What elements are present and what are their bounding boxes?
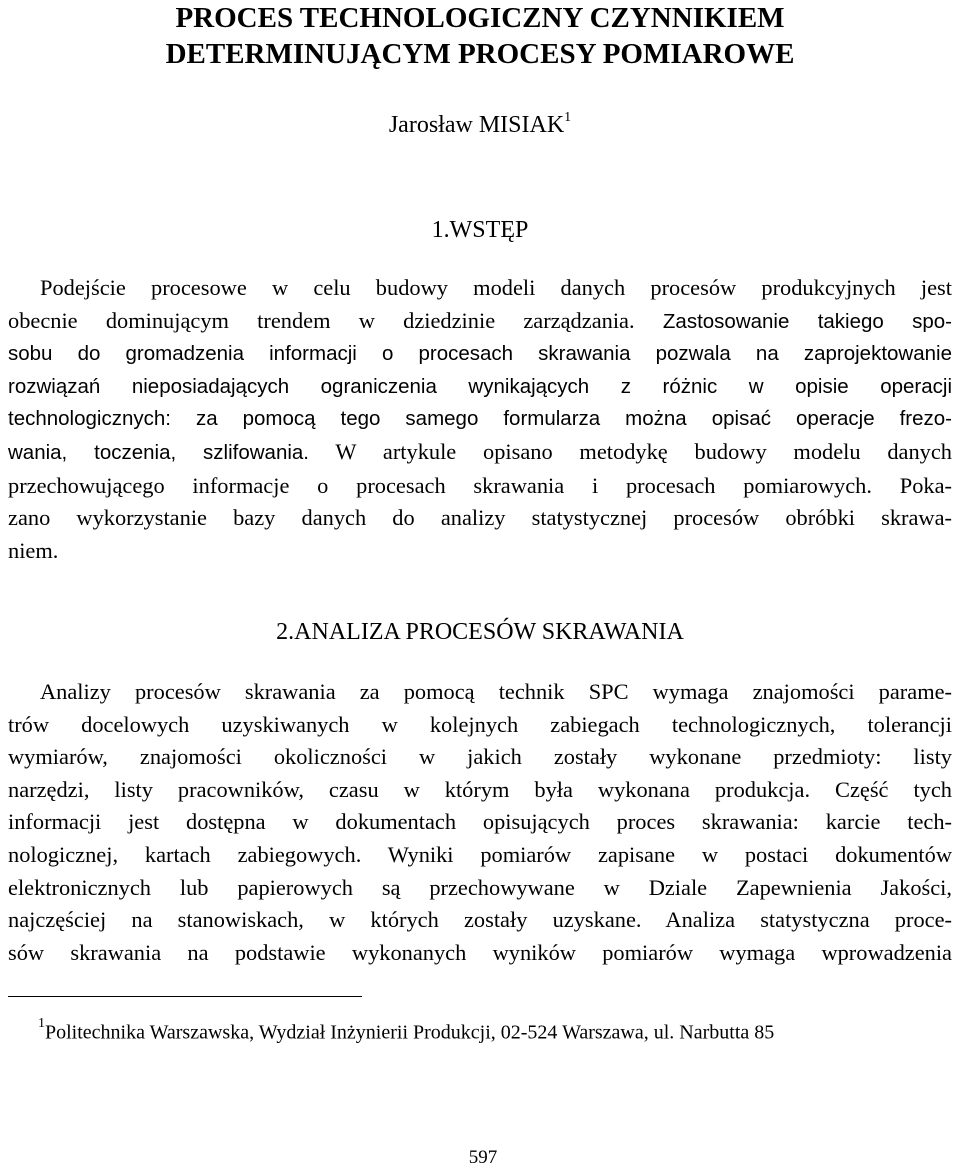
author-name: Jarosław MISIAK bbox=[388, 112, 565, 138]
text-line: niem. bbox=[8, 537, 59, 563]
text-line: narzędzi, listy pracowników, czasu w którym była wykonana produkcja. Część tych bbox=[8, 776, 952, 802]
text-line: Podejście procesowe w celu budowy modeli danych procesów produkcyjnych jest bbox=[40, 275, 952, 300]
text-line: trów docelowych uzyskiwanych w kolejnych zabiegach technologicznych, tolerancji bbox=[8, 711, 952, 737]
section-heading-2: 2.ANALIZA PROCESÓW SKRAWANIA bbox=[276, 619, 684, 645]
text-line: zano wykorzystanie bazy danych do analizy statystycznej procesów obróbki skrawa- bbox=[8, 505, 952, 531]
page-number: 597 bbox=[468, 1147, 498, 1168]
section-1-paragraph bbox=[8, 272, 952, 567]
text-line: sobu do gromadzenia informacji o procesach skrawania pozwala na zaprojektowanie bbox=[8, 342, 952, 366]
text-line: informacji jest dostępna w dokumentach opisujących proces skrawania: karcie tech- bbox=[8, 809, 952, 835]
text-line bbox=[8, 436, 952, 470]
text-segment: Zastosowanie takiego spo- bbox=[634, 309, 952, 333]
author-line bbox=[0, 104, 960, 141]
title-line-2: DETERMINUJĄCYM PROCESY POMIAROWE bbox=[165, 38, 795, 70]
text-segment: W artykule opisano metodykę budowy modelu danych bbox=[309, 438, 952, 464]
author-footnote-mark: 1 bbox=[564, 110, 572, 125]
text-line: przechowującego informacje o procesach skrawania i procesach pomiarowych. Poka- bbox=[8, 472, 952, 498]
text-line: rozwiązań nieposiadających ograniczenia wynikających z różnic w opisie operacji bbox=[8, 374, 952, 398]
text-line: Analizy procesów skrawania za pomocą technik SPC wymaga znajomości parame- bbox=[40, 679, 952, 704]
section-2-paragraph bbox=[8, 676, 952, 969]
text-line: sów skrawania na podstawie wykonanych wyników pomiarów wymaga wprowadzenia bbox=[8, 939, 952, 965]
text-line: nologicznej, kartach zabiegowych. Wyniki pomiarów zapisane w postaci dokumentów bbox=[8, 841, 952, 867]
section-heading-1: 1.WSTĘP bbox=[431, 217, 529, 243]
text-line: elektronicznych lub papierowych są przechowywane w Dziale Zapewnienia Jakości, bbox=[8, 874, 952, 900]
text-line: technologicznych: za pomocą tego samego formularza można opisać operacje frezo- bbox=[8, 407, 952, 431]
footnote-separator bbox=[8, 996, 362, 997]
text-segment: wania, toczenia, szlifowania. bbox=[8, 440, 310, 464]
text-line: najczęściej na stanowiskach, w których zostały uzyskane. Analiza statystyczna proce- bbox=[8, 907, 952, 933]
footnote-mark: 1 bbox=[38, 1016, 45, 1031]
title-line-1: PROCES TECHNOLOGICZNY CZYNNIKIEM bbox=[175, 2, 785, 34]
text-line bbox=[8, 305, 952, 339]
text-segment: obecnie dominującym trendem w dziedzinie zarządzania. bbox=[8, 307, 635, 333]
text-line: wymiarów, znajomości okoliczności w jakich zostały wykonane przedmioty: listy bbox=[8, 744, 952, 770]
footnote-text: Politechnika Warszawska, Wydział Inżynierii Produkcji, 02-524 Warszawa, ul. Narbutta 85 bbox=[45, 1021, 775, 1044]
paper-title bbox=[0, 0, 960, 72]
footnote bbox=[38, 1014, 938, 1047]
